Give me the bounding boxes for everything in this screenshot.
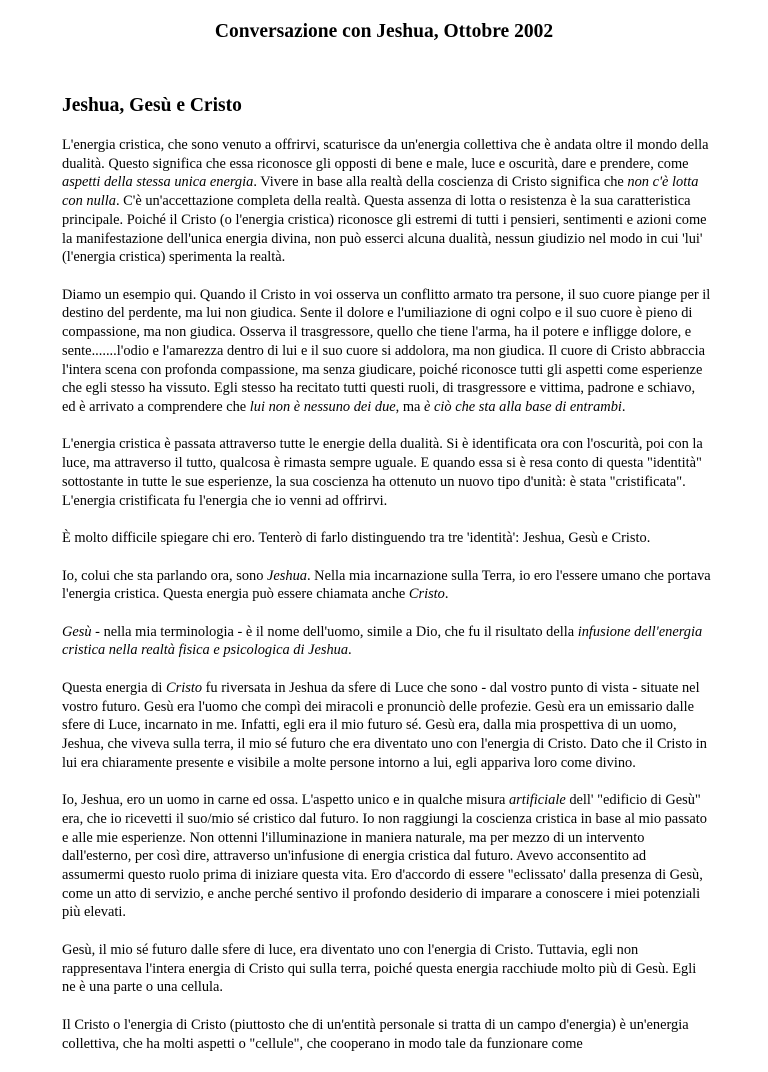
- paragraph-6: [62, 623, 712, 660]
- paragraph-4: È molto difficile spiegare chi ero. Tenterò di farlo distinguendo tra tre 'identità': Jeshua, Gesù e Cristo.: [62, 530, 651, 547]
- paragraph-5: [62, 567, 712, 604]
- paragraph-9: Gesù, il mio sé futuro dalle sfere di luce, era diventato uno con l'energia di Cristo. Tuttavia, egli non rappresentava l'intera energia di Cristo qui sulla terra, poiché questa energia racchiude molto più di Gesù. Egli ne è una parte o una cellula.: [62, 941, 697, 996]
- document-title: Conversazione con Jeshua, Ottobre 2002: [214, 21, 554, 42]
- paragraph-3: L'energia cristica è passata attraverso tutte le energie della dualità. Si è identificata ora con l'oscurità, poi con la luce, ma attraverso il tutto, qualcosa è rimasta sempre uguale. E quando essa si è resa conto di questa "identità" sottostante in tutte le sue esperienze, la sua coscienza ha ottenuto un nuovo tipo d'unità: è stata "cristificata". L'energia cristificata fu l'energia che io venni ad offrirvi.: [62, 436, 703, 509]
- paragraph-8: [62, 791, 712, 922]
- paragraph-1-emphasis-1: aspetti della stessa unica energia: [62, 174, 254, 191]
- paragraph-2: [62, 286, 712, 417]
- paragraph-6-emphasis-1: Gesù: [62, 623, 92, 640]
- paragraph-1: [62, 136, 712, 267]
- paragraph-8-text-2: dell' "edificio di Gesù" era, che io ricevetti il suo/mio sé cristico dal futuro. Io non raggiungi la coscienza cristica in base al mio passato e alle mie esperienze. Non ottenni l'illuminazione in maniera naturale, ma per mezzo di un intervento dall'esterno, per così dire, attraverso un'infusione di energia cristica dal futuro. Avevo acconsentito ad assumermi questo ruolo prima di iniziare questa vita. Ero d'accordo di essere "eclissato' dalla presenza di Gesù, come un atto di servizio, e anche perché sentivo il profondo desiderio di imparare a conoscere i miei potenziali più elevati.: [62, 792, 707, 921]
- paragraph-2-text-2: , ma: [395, 398, 425, 415]
- document-body: [62, 136, 712, 1072]
- paragraph-5-emphasis-1: Jeshua: [267, 567, 307, 584]
- paragraph-1-text-2: . Vivere in base alla realtà della coscienza di Cristo significa che: [253, 174, 628, 191]
- paragraph-7: [62, 679, 712, 773]
- paragraph-5-text-2: . Nella mia incarnazione sulla Terra, io ero l'essere umano che portava l'energia cristica. Questa energia può essere chiamata anche: [62, 567, 711, 603]
- section-heading: Jeshua, Gesù e Cristo: [62, 95, 242, 116]
- paragraph-7-text-2: fu riversata in Jeshua da sfere di Luce che sono - dal vostro punto di vista - situate nel vostro futuro. Gesù era l'uomo che compì dei miracoli e pronunciò delle profezie. Gesù era un emissario dalle sfere di Luce, incarnato in me. Infatti, egli era il mio futuro sé. Gesù era, dalla mia prospettiva di un uomo, Jeshua, che viveva sulla terra, il mio sé futuro che era diventato uno con l'energia di Cristo. Dato che il Cristo in lui era chiaramente presente e visibile a molte persone intorno a lui, egli appariva loro come divino.: [62, 679, 707, 771]
- paragraph-5-emphasis-2: Cristo: [408, 586, 445, 603]
- paragraph-6-emphasis-2: infusione dell'energia cristica nella realtà fisica e psicologica di Jeshua: [62, 623, 703, 659]
- paragraph-5-text-1: Io, colui che sta parlando ora, sono: [62, 567, 268, 584]
- paragraph-2-emphasis-2: è ciò che sta alla base di entrambi: [424, 398, 622, 415]
- paragraph-10: Il Cristo o l'energia di Cristo (piuttosto che di un'entità personale si tratta di un campo d'energia) è un'energia collettiva, che ha molti aspetti o "cellule", che cooperano in modo tale da funzionare come: [62, 1016, 689, 1052]
- paragraph-2-text-1: Diamo un esempio qui. Quando il Cristo in voi osserva un conflitto armato tra persone, il suo cuore piange per il destino del perdente, ma lui non giudica. Sente il dolore e l'umiliazione di ogni colpo e il suo cuore è pieno di compassione, ma non giudica. Osserva il trasgressore, quello che tiene l'arma, ha il potere e infligge dolore, e sente.......l'odio e l'amarezza dentro di lui e il suo cuore si addolora, ma non giudica. Il cuore di Cristo abbraccia l'intera scena con profonda compassione, ma senza giudicare, poiché riconosce tutti gli aspetti come esperienze che egli stesso ha vissuto. Egli stesso ha recitato tutti questi ruoli, di trasgressore e vittima, padrone e schiavo, ed è arrivato a comprendere che: [62, 286, 711, 415]
- paragraph-1-emphasis-2: non c'è lotta con nulla: [62, 174, 699, 210]
- paragraph-8-emphasis-1: artificiale: [508, 792, 566, 809]
- paragraph-6-text-1: - nella mia terminologia - è il nome dell'uomo, simile a Dio, che fu il risultato della: [91, 623, 578, 640]
- paragraph-2-text-3: .: [621, 398, 626, 415]
- paragraph-2-emphasis-1: lui non è nessuno dei due: [249, 398, 396, 415]
- paragraph-8-text-1: Io, Jeshua, ero un uomo in carne ed ossa. L'aspetto unico e in qualche misura: [62, 792, 509, 809]
- paragraph-7-emphasis-1: Cristo: [166, 679, 203, 696]
- paragraph-7-text-1: Questa energia di: [62, 679, 167, 696]
- paragraph-1-text-3: . C'è un'accettazione completa della realtà. Questa assenza di lotta o resistenza è la sua caratteristica principale. Poiché il Cristo (o l'energia cristica) riconosce gli estremi di tutti i pensieri, sentimenti e azioni come la manifestazione dell'unica energia divina, non può esserci alcuna dualità, nessun giudizio nel modo in cui 'lui' (l'energia cristica) sperimenta la realtà.: [62, 193, 707, 266]
- paragraph-1-text-1: L'energia cristica, che sono venuto a offrirvi, scaturisce da un'energia collettiva che è andata oltre il mondo della dualità. Questo significa che essa riconosce gli opposti di bene e male, luce e oscurità, dare e prendere, come: [62, 137, 709, 172]
- paragraph-6-text-2: .: [348, 642, 352, 659]
- paragraph-5-text-3: .: [444, 586, 449, 603]
